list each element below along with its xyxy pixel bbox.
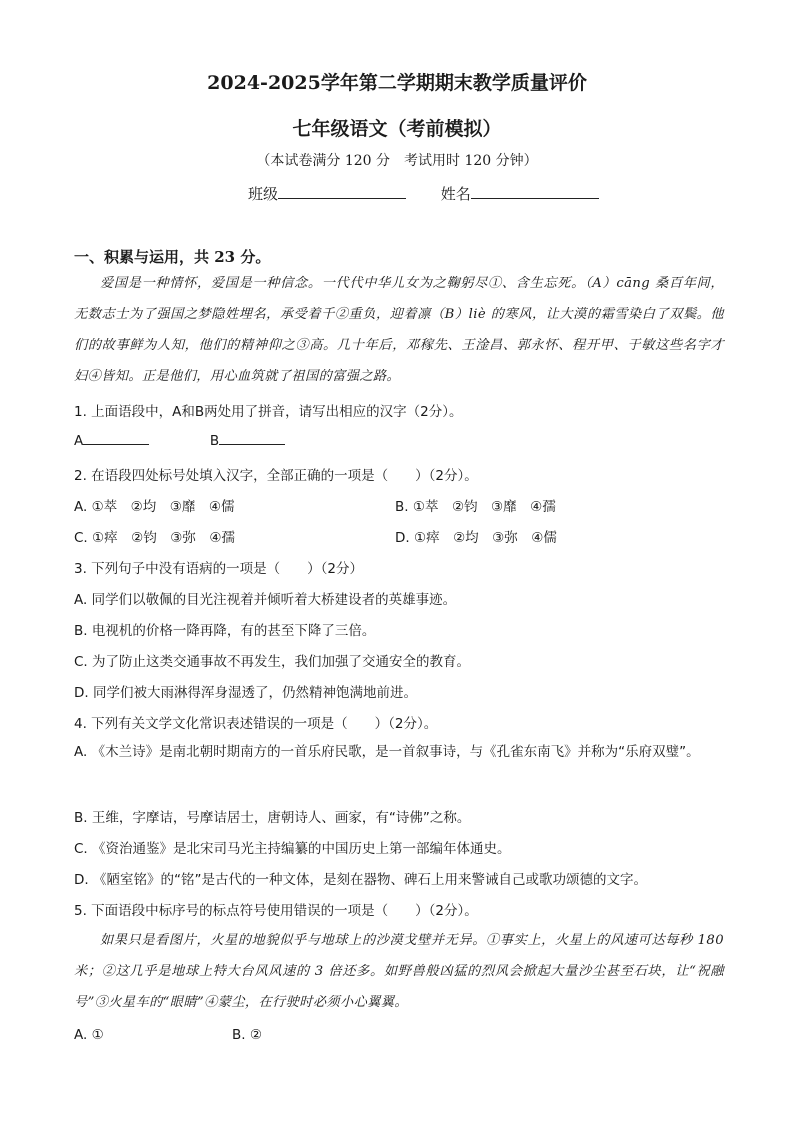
q1-stem: 1. 上面语段中，A和B两处用了拼音，请写出相应的汉字（2分）。 <box>74 404 463 420</box>
q2-option-b: B. ①萃 ②钧 ③靡 ④孺 <box>395 499 556 515</box>
q5-option-b: B. ② <box>232 1027 262 1043</box>
q4-stem: 4. 下列有关文学文化常识表述错误的一项是（ ）（2分）。 <box>74 716 438 732</box>
q4-option-b: B. 王维，字摩诘，号摩诘居士，唐朝诗人、画家，有“诗佛”之称。 <box>74 810 471 826</box>
name-label: 姓名 <box>440 185 471 203</box>
class-label: 班级 <box>248 185 279 203</box>
q2-option-a: A. ①萃 ②均 ③靡 ④儒 <box>74 499 235 515</box>
passage-1: 爱国是一种情怀，爱国是一种信念。一代代中华儿女为之鞠躬尽①、含生忘死。（A）cāng 桑百年间，无数志士为了强国之梦隐姓埋名，承受着千②重负，迎着凛（B）liè 的寒风，让大漠的霜雪染白了双鬓。他们的故事鲜为人知，他们的精神仰之③高。几十年后，邓稼先、王淦昌、郭永怀、程开甲、于敏这些名字才妇④皆知。正是他们，用心血筑就了祖国的富强之路。 <box>74 276 724 384</box>
q3-option-b: B. 电视机的价格一降再降，有的甚至下降了三倍。 <box>74 623 376 639</box>
q3-option-d: D. 同学们被大雨淋得浑身湿透了，仍然精神饱满地前进。 <box>74 685 417 701</box>
q3-option-a: A. 同学们以敬佩的目光注视着并倾听着大桥建设者的英雄事迹。 <box>74 592 457 608</box>
q2-option-d: D. ①瘁 ②均 ③弥 ④儒 <box>395 530 557 546</box>
q3-stem: 3. 下列句子中没有语病的一项是（ ）（2分） <box>74 561 364 577</box>
exam-info: （本试卷满分 120 分 考试用时 120 分钟） <box>256 153 538 169</box>
q4-option-a: A. 《木兰诗》是南北朝时期南方的一首乐府民歌，是一首叙事诗，与《孔雀东南飞》并称为“乐府双璧”。 <box>74 744 700 760</box>
q1-b-blank <box>219 432 285 445</box>
q2-option-c: C. ①瘁 ②钧 ③弥 ④孺 <box>74 530 235 546</box>
exam-subtitle: 七年级语文（考前模拟） <box>292 118 502 140</box>
q1-a-label: A <box>74 433 84 449</box>
q3-option-c: C. 为了防止这类交通事故不再发生，我们加强了交通安全的教育。 <box>74 654 471 670</box>
q1-b-label: B <box>209 433 220 449</box>
name-blank <box>471 184 599 199</box>
q4-option-c: C. 《资治通鉴》是北宋司马光主持编纂的中国历史上第一部编年体通史。 <box>74 841 511 857</box>
class-blank <box>278 184 406 199</box>
q2-stem: 2. 在语段四处标号处填入汉字，全部正确的一项是（ ）（2分）。 <box>74 468 478 484</box>
exam-title: 2024-2025学年第二学期期末教学质量评价 <box>207 72 587 94</box>
q5-option-a: A. ① <box>74 1027 104 1043</box>
q1-a-blank <box>83 432 149 445</box>
q5-stem: 5. 下面语段中标序号的标点符号使用错误的一项是（ ）（2分）。 <box>74 903 478 919</box>
passage-2: 如果只是看图片，火星的地貌似乎与地球上的沙漠戈壁并无异。①事实上，火星上的风速可达每秒 180 米；②这几乎是地球上特大台风风速的 3 倍还多。如野兽般凶猛的烈风会掀起大量沙尘甚至石块，让“祝融号”③火星车的“眼睛”④蒙尘，在行驶时必须小心翼翼。 <box>74 933 724 1010</box>
student-info-line <box>248 183 599 204</box>
q1-answers <box>74 432 285 449</box>
section-heading: 一、积累与运用，共 23 分。 <box>74 248 271 266</box>
q4-option-d: D. 《陋室铭》的“铭”是古代的一种文体，是刻在器物、碑石上用来警诫自己或歌功颂德的文字。 <box>74 872 647 888</box>
